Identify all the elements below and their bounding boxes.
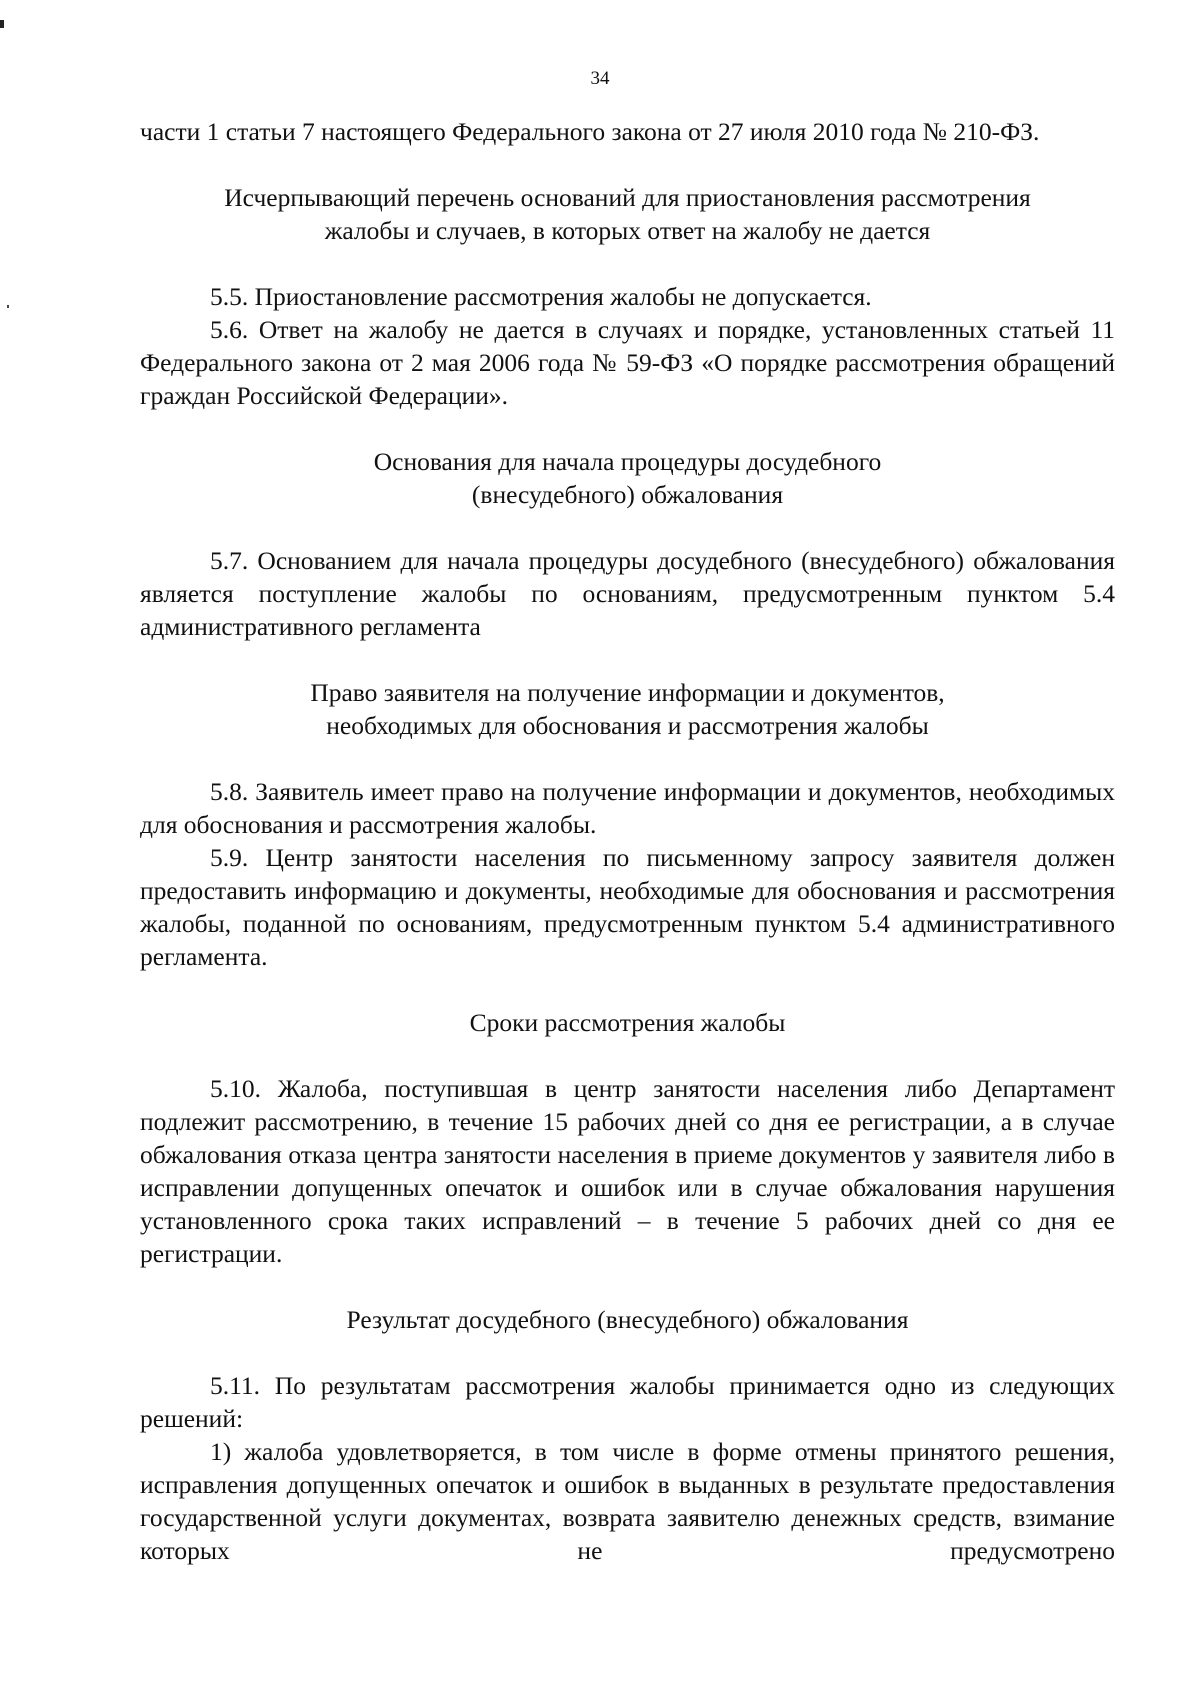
document-body [140,115,1115,1567]
spacer [140,1039,1115,1072]
heading-line: Сроки рассмотрения жалобы [469,1008,786,1037]
section-heading-appeal-result [140,1303,1115,1336]
spacer [140,643,1115,676]
spacer [140,511,1115,544]
heading-line: Результат досудебного (внесудебного) обжалования [346,1305,909,1334]
scan-artifact-mark [0,20,4,28]
section-heading-grounds-suspension [140,181,1115,247]
spacer [140,412,1115,445]
section-heading-applicant-rights [140,676,1115,742]
paragraph-5-11: 5.11. По результатам рассмотрения жалобы принимается одно из следующих решений: [140,1371,1115,1433]
paragraph-5-9: 5.9. Центр занятости населения по письменному запросу заявителя должен предоставить информацию и документы, необходимые для обоснования и рассмотрения жалобы, поданной по основаниям, предусмотренным пунктом 5.4 административного регламента. [140,843,1115,971]
spacer [140,973,1115,1006]
paragraph-continuation: части 1 статьи 7 настоящего Федерального закона от 27 июля 2010 года № 210-ФЗ. [140,117,1040,146]
spacer [140,247,1115,280]
heading-line: необходимых для обоснования и рассмотрения жалобы [326,711,929,740]
heading-line: Право заявителя на получение информации и документов, [310,678,945,707]
heading-line: Основания для начала процедуры досудебного [373,447,882,476]
section-heading-grounds-procedure [140,445,1115,511]
paragraph-5-6: 5.6. Ответ на жалобу не дается в случаях и порядке, установленных статьей 11 Федерального закона от 2 мая 2006 года № 59-ФЗ «О порядке рассмотрения обращений граждан Российской Федерации». [140,315,1115,410]
page-number: 34 [590,68,610,89]
section-heading-review-terms [140,1006,1115,1039]
paragraph-5-11-item-1: 1) жалоба удовлетворяется, в том числе в форме отмены принятого решения, исправления допущенных опечаток и ошибок в выданных в результате предоставления государственной услуги документах, возврата заявителю денежных средств, взимание которых не предусмотрено [140,1437,1115,1565]
spacer [140,1270,1115,1303]
heading-line: (внесудебного) обжалования [471,480,784,509]
scan-artifact-dot [7,305,9,308]
spacer [140,1336,1115,1369]
spacer [140,148,1115,181]
paragraph-5-5: 5.5. Приостановление рассмотрения жалобы не допускается. [210,282,872,311]
heading-line: Исчерпывающий перечень оснований для приостановления рассмотрения [224,183,1031,212]
paragraph-5-7: 5.7. Основанием для начала процедуры досудебного (внесудебного) обжалования является поступление жалобы по основаниям, предусмотренным пунктом 5.4 административного регламента [140,546,1115,641]
paragraph-5-10: 5.10. Жалоба, поступившая в центр занятости населения либо Департамент подлежит рассмотрению, в течение 15 рабочих дней со дня ее регистрации, а в случае обжалования отказа центра занятости населения в приеме документов у заявителя либо в исправлении допущенных опечаток и ошибок или в случае обжалования нарушения установленного срока таких исправлений – в течение 5 рабочих дней со дня ее регистрации. [140,1074,1115,1268]
heading-line: жалобы и случаев, в которых ответ на жалобу не дается [324,216,931,245]
paragraph-5-8: 5.8. Заявитель имеет право на получение информации и документов, необходимых для обоснования и рассмотрения жалобы. [140,777,1115,839]
spacer [140,742,1115,775]
